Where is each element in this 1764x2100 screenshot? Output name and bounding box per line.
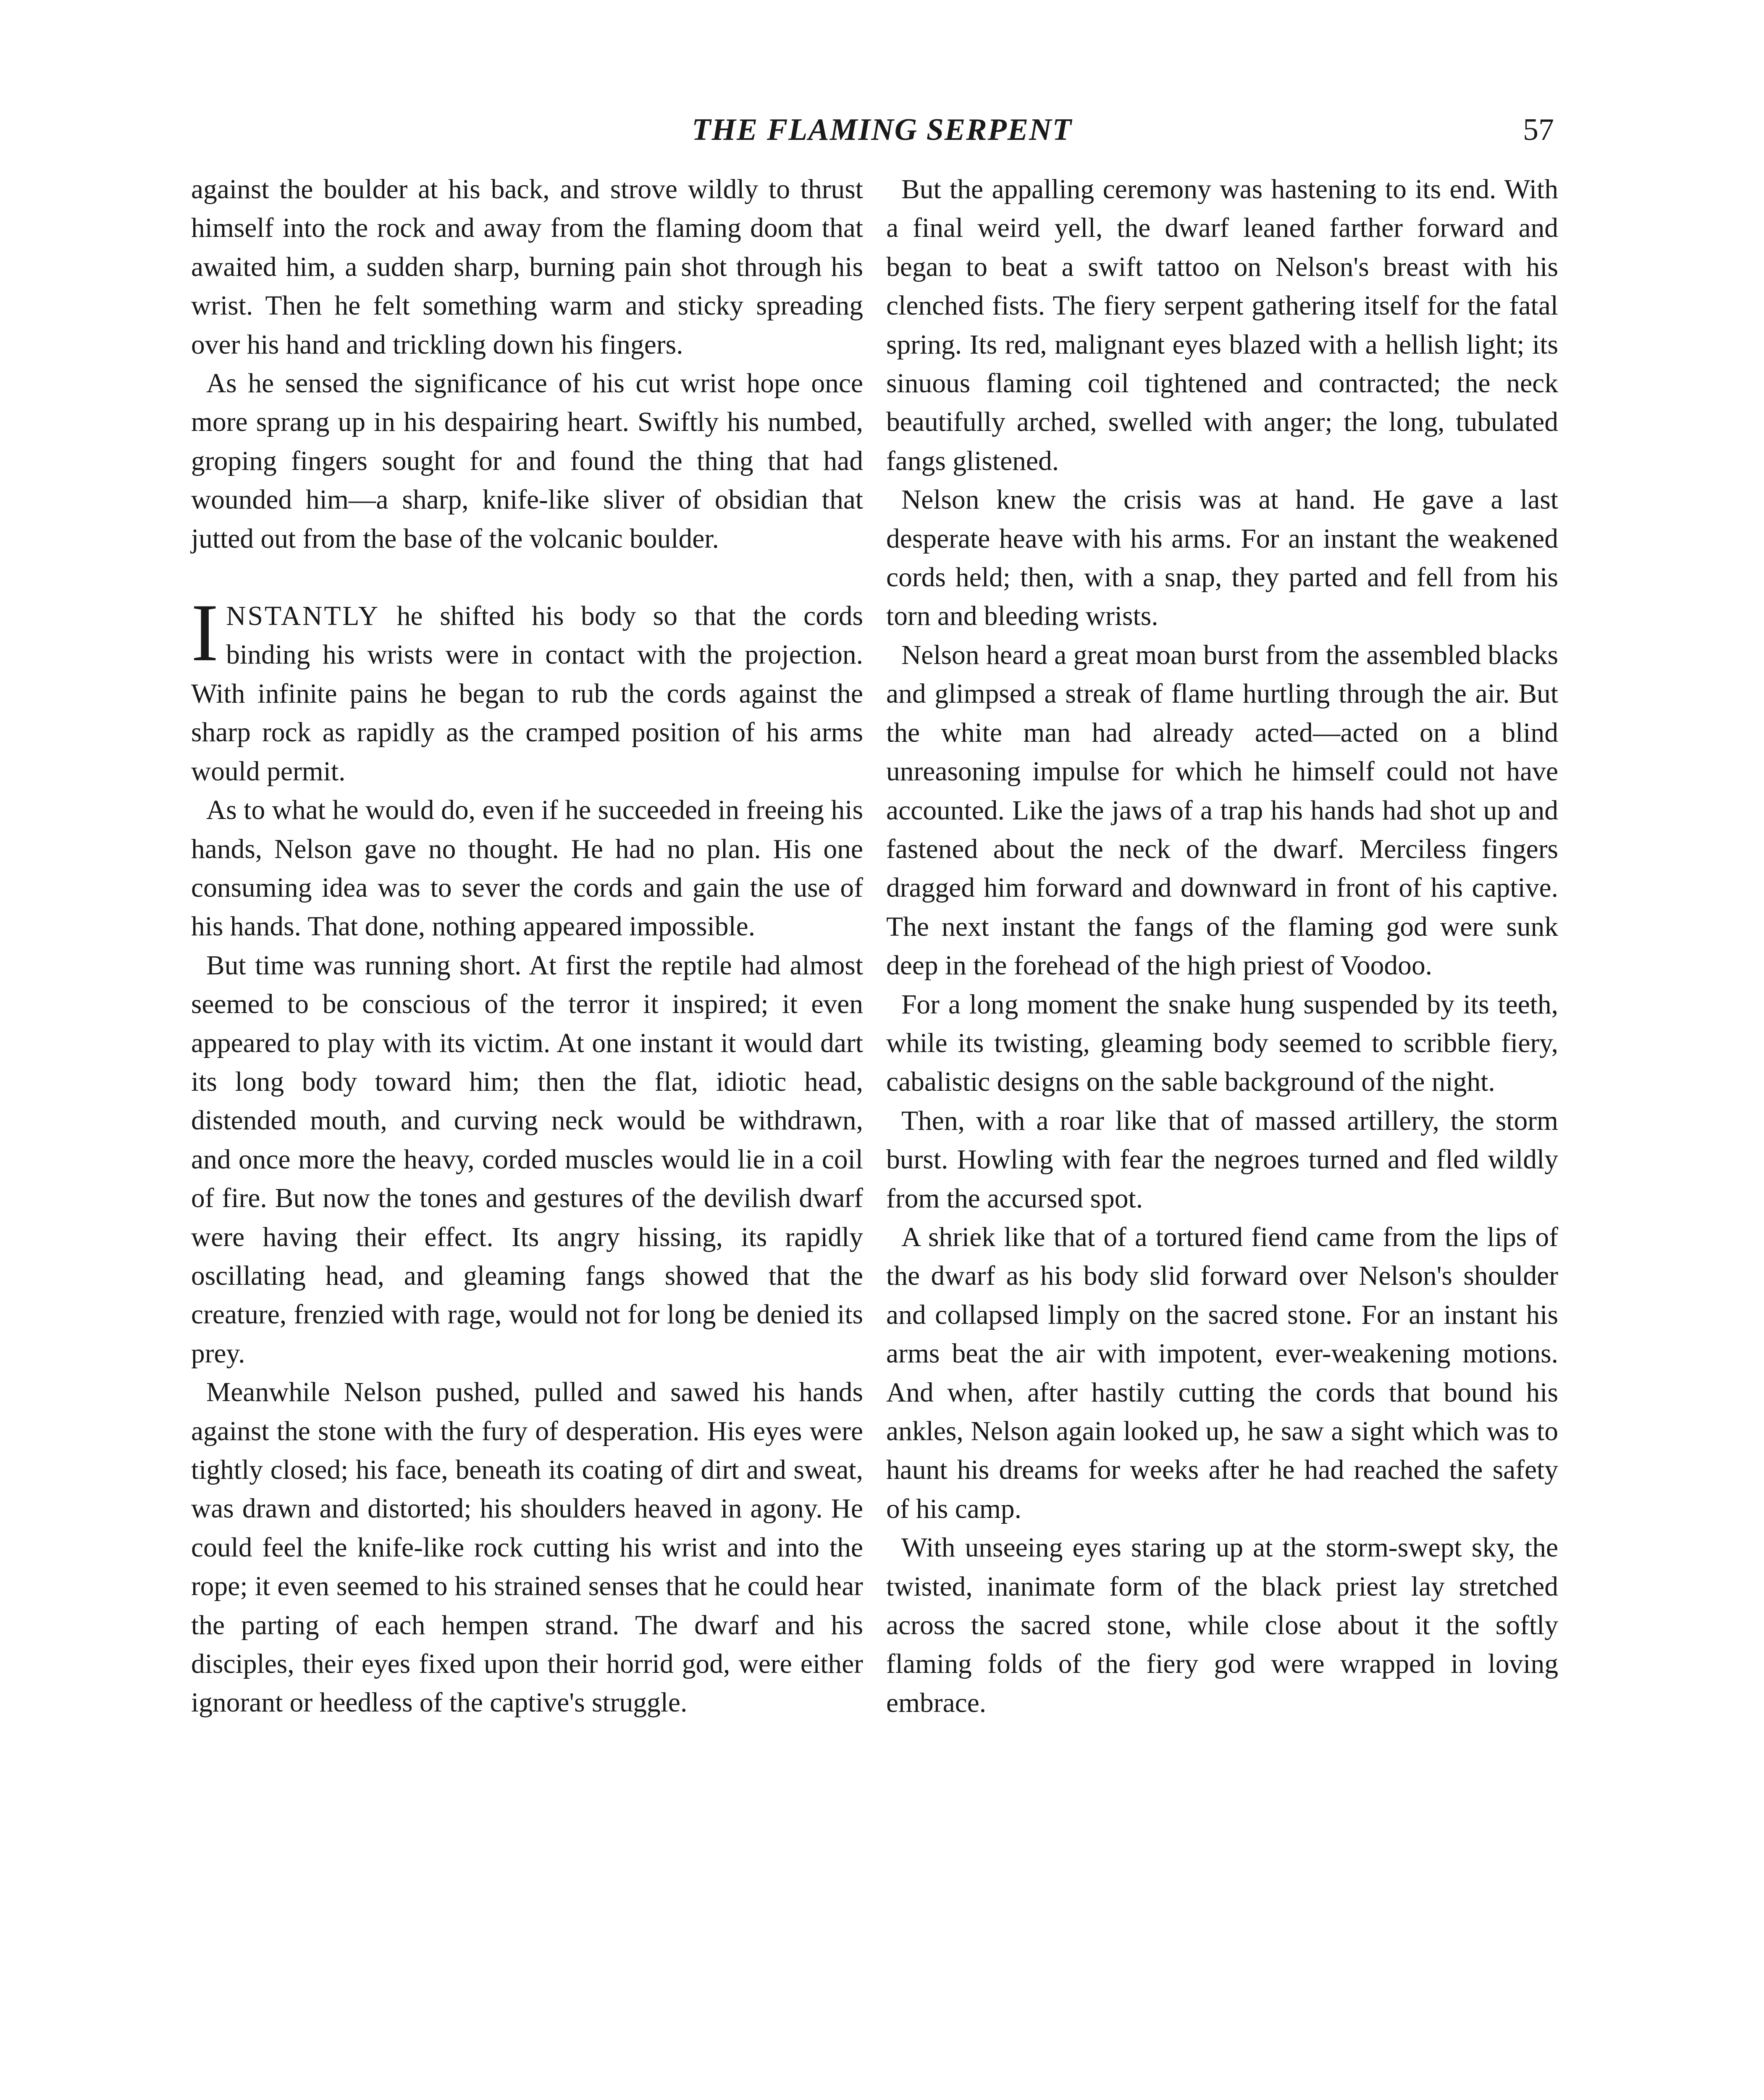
paragraph: But time was running short. At first the reptile had almost seemed to be conscious of the terror it inspired; it even appeared to play with its victim. At one instant it would dart its long body toward him; then the flat, idiotic head, distended mouth, and curving neck would be withdrawn, and once more the heavy, corded muscles would lie in a coil of fire. But now the tones and gestures of the devilish dwarf were having their effect. Its angry hissing, its rapidly oscillating head, and gleaming fangs showed that the creature, frenzied with rage, would not for long be denied its prey. [191,950,863,1369]
right-column [886,170,1558,1722]
paragraph-text: he shifted his body so that the cords binding his wrists were in contact with the projection. With infinite pains he began to rub the cords against the sharp rock as rapidly as the cramped position of his arms would permit. [191,601,863,787]
lead-in-caps: NSTANTLY [226,601,380,632]
running-title: THE FLAMING SERPENT [692,113,1072,147]
page-number: 57 [1523,113,1554,147]
paragraph: Nelson knew the crisis was at hand. He gave a last desperate heave with his arms. For an instant the weakened cords held; then, with a snap, they parted and fell from his torn and bleeding wrists. [886,485,1558,632]
left-column [191,170,863,1722]
paragraph: Meanwhile Nelson pushed, pulled and sawed his hands against the stone with the fury of desperation. His eyes were tightly closed; his face, beneath its coating of dirt and sweat, was drawn and distorted; his shoulders heaved in agony. He could feel the knife-like rock cutting his wrist and into the rope; it even seemed to his strained senses that he could hear the parting of each hempen strand. The dwarf and his disciples, their eyes fixed upon their horrid god, were either ignorant or heedless of the captive's struggle. [191,1377,863,1718]
drop-cap: I [191,587,219,679]
paragraph: As to what he would do, even if he succeeded in freeing his hands, Nelson gave no thought. He had no plan. His one consuming idea was to sever the cords and gain the use of his hands. That done, nothing appeared impossible. [191,795,863,942]
paragraph: Then, with a roar like that of massed artillery, the storm burst. Howling with fear the negroes turned and fled wildly from the accursed spot. [886,1105,1558,1214]
paragraph: But the appalling ceremony was hastening to its end. With a final weird yell, the dwarf leaned farther forward and began to beat a swift tattoo on Nelson's breast with his clenched fists. The fiery serpent gathering itself for the fatal spring. Its red, malignant eyes blazed with a hellish light; its sinuous flaming coil tightened and contracted; the neck beautifully arched, swelled with anger; the long, tubulated fangs glistened. [886,174,1558,476]
paragraph: For a long moment the snake hung suspended by its teeth, while its twisting, gleaming body seemed to scribble fiery, cabalistic designs on the sable background of the night. [886,989,1558,1097]
paragraph: A shriek like that of a tortured fiend came from the lips of the dwarf as his body slid forward over Nelson's shoulder and collapsed limply on the sacred stone. For an instant his arms beat the air with impotent, ever-weakening motions. And when, after hastily cutting the cords that bound his ankles, Nelson again looked up, he saw a sight which was to haunt his dreams for weeks after he had reached the safety of his camp. [886,1222,1558,1524]
section-start-paragraph [191,587,863,791]
paragraph: against the boulder at his back, and strove wildly to thrust himself into the rock and away from the flaming doom that awaited him, a sudden sharp, burning pain shot through his wrist. Then he felt something warm and sticky spreading over his hand and trickling down his fingers. [191,174,863,360]
paragraph: With unseeing eyes staring up at the storm-swept sky, the twisted, inanimate form of the black priest lay stretched across the sacred stone, while close about it the softly flaming folds of the fiery god were wrapped in loving embrace. [886,1533,1558,1718]
paragraph: Nelson heard a great moan burst from the assembled blacks and glimpsed a streak of flame hurtling through the air. But the white man had already acted—acted on a blind unreasoning impulse for which he himself could not have accounted. Like the jaws of a trap his hands had shot up and fastened about the neck of the dwarf. Merciless fingers dragged him forward and downward in front of his captive. The next instant the fangs of the flaming god were sunk deep in the forehead of the high priest of Voodoo. [886,640,1558,981]
paragraph: As he sensed the significance of his cut wrist hope once more sprang up in his despairing heart. Swiftly his numbed, groping fingers sought for and found the thing that had wounded him—a sharp, knife-like sliver of obsidian that jutted out from the base of the volcanic boulder. [191,368,863,554]
